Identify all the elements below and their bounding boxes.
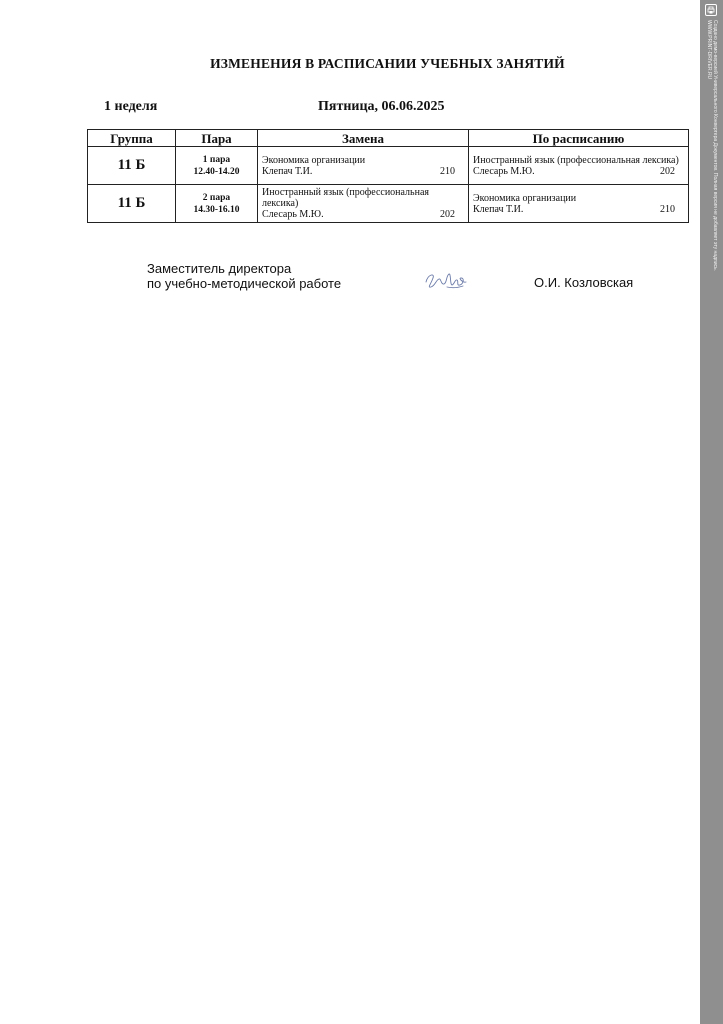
printer-logo-icon [705, 4, 717, 16]
table-header-row [88, 130, 689, 147]
signatory-position-line2: по учебно-методической работе [147, 276, 342, 291]
replacement-room: 202 [440, 209, 455, 220]
header-group: Группа [88, 130, 176, 147]
replacement-teacher: Слесарь М.Ю. [262, 209, 324, 220]
week-label: 1 неделя [104, 99, 158, 114]
converter-watermark-strip [700, 0, 723, 1024]
scheduled-teacher: Клепач Т.И. [473, 203, 524, 215]
group-cell: 11 Б [88, 147, 176, 185]
scheduled-room: 202 [660, 165, 675, 177]
header-pair: Пара [176, 130, 258, 147]
replacement-room: 210 [440, 165, 455, 177]
replacement-cell [258, 147, 469, 185]
scheduled-teacher: Слесарь М.Ю. [473, 165, 535, 177]
pair-number: 1 пара [202, 154, 231, 165]
watermark-text-line2: WWW.PRINT-DRIVER.RU [706, 20, 712, 80]
table-row [88, 147, 689, 185]
pair-number: 2 пара [202, 192, 231, 203]
scheduled-cell [469, 147, 689, 185]
document-title: ИЗМЕНЕНИЯ В РАСПИСАНИИ УЧЕБНЫХ ЗАНЯТИЙ [210, 56, 565, 71]
scheduled-subject: Экономика организации [473, 192, 577, 204]
replacement-subject: Иностранный язык (профессиональная лексика) [262, 187, 429, 209]
watermark-text-line1: Создано демо-версией Универсального Конвертера Документов. Полная версия не добавляет эту надпись. [712, 20, 718, 271]
replacement-cell [258, 185, 469, 223]
replacement-teacher: Клепач Т.И. [262, 165, 313, 177]
table-row [88, 185, 689, 223]
signatory-position [147, 261, 341, 291]
scheduled-room: 210 [660, 203, 675, 215]
signatory-name: О.И. Козловская [534, 275, 634, 290]
date-label: Пятница, 06.06.2025 [318, 99, 445, 114]
schedule-table [87, 129, 689, 223]
scheduled-cell [469, 185, 689, 223]
handwritten-signature [423, 270, 469, 292]
replacement-subject: Экономика организации [262, 154, 366, 166]
pair-time: 12.40-14.20 [193, 166, 240, 177]
watermark-text [706, 20, 718, 271]
signatory-position-line1: Заместитель директора [147, 261, 292, 276]
group-cell: 11 Б [88, 185, 176, 223]
scheduled-subject: Иностранный язык (профессиональная лексика) [473, 154, 679, 166]
pair-cell [176, 147, 258, 185]
pair-cell [176, 185, 258, 223]
pair-time: 14.30-16.10 [193, 204, 240, 215]
header-replacement: Замена [258, 130, 469, 147]
header-scheduled: По расписанию [469, 130, 689, 147]
